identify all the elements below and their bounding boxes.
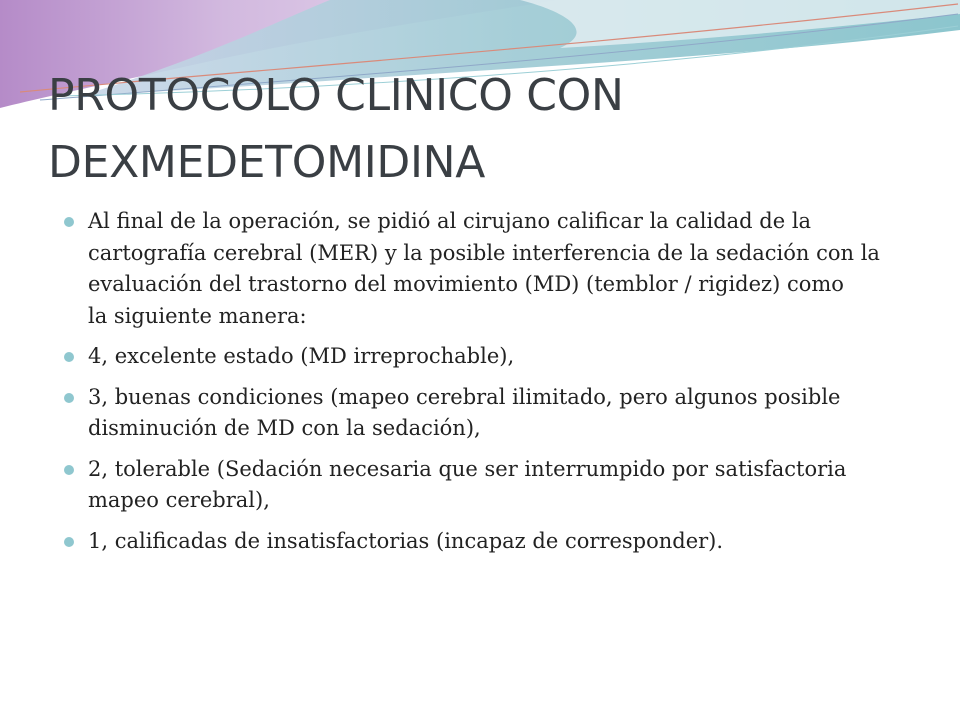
bullet-item: [64, 382, 910, 445]
circle-bullet-icon: [64, 217, 74, 227]
bullet-text: 1, calificadas de insatisfactorias (incapaz de corresponder).: [88, 528, 724, 553]
bullet-item: [64, 206, 910, 332]
slide-title: PROTOCOLO CLINICO CON DEXMEDETOMIDINA: [48, 70, 624, 188]
circle-bullet-icon: [64, 393, 74, 403]
bullet-text: 4, excelente estado (MD irreprochable),: [88, 344, 515, 368]
circle-bullet-icon: [64, 352, 74, 362]
bullet-text: 3, buenas condiciones (mapeo cerebral ilimitado, pero algunos posible disminución de MD con la sedación),: [88, 384, 841, 440]
circle-bullet-icon: [64, 537, 74, 547]
circle-bullet-icon: [64, 465, 74, 475]
bullet-text: Al final de la operación, se pidió al cirujano calificar la calidad de la cartografía cerebral (MER) y la posible interferencia de la sedación con la evaluación del trastorno del movimiento (MD) (temblor / rigidez) como la siguiente manera:: [88, 209, 880, 328]
bullet-text: 2, tolerable (Sedación necesaria que ser interrumpido por satisfactoria mapeo cerebral),: [88, 456, 847, 512]
bullet-item: [64, 526, 910, 558]
bullet-item: [64, 454, 910, 517]
bullet-item: [64, 341, 910, 373]
bullet-list: [64, 206, 910, 566]
